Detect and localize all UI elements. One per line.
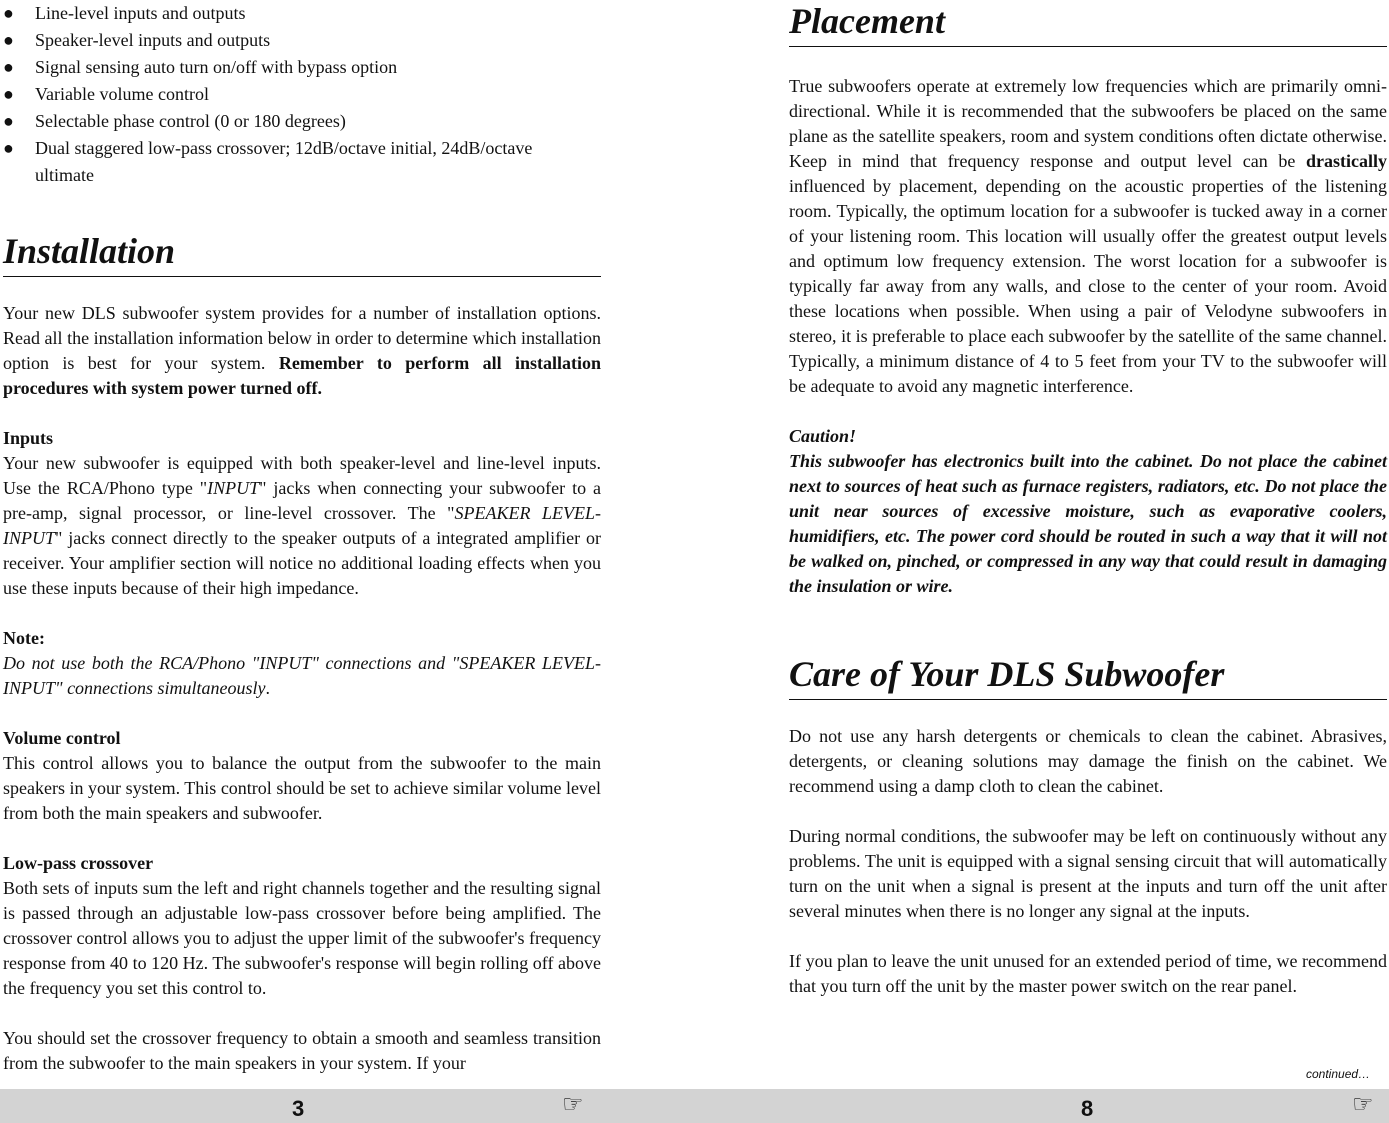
note-title: Note: bbox=[3, 628, 45, 648]
care-text-3: If you plan to leave the unit unused for an extended period of time, we recommend that you turn off the unit by the master power switch on the rear panel. bbox=[789, 951, 1387, 996]
bullet-icon: ● bbox=[3, 57, 14, 77]
bullet-icon: ● bbox=[3, 84, 14, 104]
installation-intro: Your new DLS subwoofer system provides for a number of installation options. Read all the installation information below in order to determine which installation option is best for your system. Remember to perform all installation procedures with system power turned off. bbox=[3, 303, 601, 398]
right-page bbox=[789, 0, 1387, 999]
placement-text: True subwoofers operate at extremely low frequencies which are primarily omni-directional. While it is recommended that the subwoofers be placed on the same plane as the satellite speakers, room and system conditions often dictate otherwise. Keep in mind that frequency response and output level can be drastically influenced by placement, depending on the acoustic properties of the listening room. Typically, the optimum location for a subwoofer is tucked away in a corner of your listening room. This location will usually offer the greatest output levels and optimum low frequency extension. The worst location for a subwoofer is typically far away from any walls, and close to the center of your room. Avoid these locations when possible. When using a pair of Velodyne subwoofers in stereo, it is preferable to place each subwoofer by the satellite of the same channel. Typically, a minimum distance of 4 to 5 feet from your TV to the subwoofer will be adequate to avoid any magnetic interference. bbox=[789, 76, 1387, 396]
crossover-title: Low-pass crossover bbox=[3, 853, 154, 873]
crossover-text: Both sets of inputs sum the left and right channels together and the resulting signal is passed through an adjustable low-pass crossover before being amplified. The crossover control allows you to adjust the upper limit of the subwoofer's frequency response from 40 to 120 Hz. The subwoofer's response will begin rolling off above the frequency you set this control to. bbox=[3, 878, 601, 998]
bullet-icon: ● bbox=[3, 3, 14, 23]
pointing-hand-icon: ☞ bbox=[562, 1090, 584, 1118]
care-text-1: Do not use any harsh detergents or chemicals to clean the cabinet. Abrasives, detergents, or cleaning solutions may damage the finish on the cabinet. We recommend using a damp cloth to clean the cabinet. bbox=[789, 726, 1387, 796]
bullet-icon: ● bbox=[3, 30, 14, 50]
page-number-right: 8 bbox=[1081, 1096, 1094, 1121]
pointing-hand-icon: ☞ bbox=[1352, 1090, 1374, 1118]
left-page bbox=[3, 0, 601, 1076]
caution-text: This subwoofer has electronics built into the cabinet. Do not place the cabinet next to sources of heat such as furnace registers, radiators, etc. Do not place the unit near sources of excessive moisture, such as evaporative coolers, humidifiers, etc. The power cord should be routed in such a way that it will not be walked on, pinched, or compressed in any way that could result in damaging the insulation or wire. bbox=[789, 451, 1387, 596]
list-item: ● Variable volume control bbox=[3, 81, 601, 108]
feature-list bbox=[3, 0, 601, 189]
note-text: Do not use both the RCA/Phono "INPUT" connections and "SPEAKER LEVEL-INPUT" connections simultaneously. bbox=[3, 653, 601, 698]
care-text-2: During normal conditions, the subwoofer may be left on continuously without any problems. The unit is equipped with a signal sensing circuit that will automatically turn on the unit when a signal is present at the inputs and turn off the unit after several minutes when there is no longer any signal at the inputs. bbox=[789, 826, 1387, 921]
list-item: ● Line-level inputs and outputs bbox=[3, 0, 601, 27]
installation-heading: Installation bbox=[3, 230, 601, 277]
placement-heading: Placement bbox=[789, 0, 1387, 47]
inputs-title: Inputs bbox=[3, 428, 54, 448]
list-item: ● Selectable phase control (0 or 180 degrees) bbox=[3, 108, 601, 135]
volume-title: Volume control bbox=[3, 728, 121, 748]
footer-bar bbox=[0, 1089, 1389, 1123]
page-number-left: 3 bbox=[292, 1096, 305, 1121]
list-item: ● Dual staggered low-pass crossover; 12dB/octave initial, 24dB/octave ultimate bbox=[3, 135, 601, 189]
volume-text: This control allows you to balance the output from the subwoofer to the main speakers in your system. This control should be set to achieve similar volume level from both the main speakers and subwoofer. bbox=[3, 753, 601, 823]
bullet-icon: ● bbox=[3, 138, 14, 158]
care-heading: Care of Your DLS Subwoofer bbox=[789, 653, 1387, 700]
caution-title: Caution! bbox=[789, 426, 857, 446]
list-item: ● Speaker-level inputs and outputs bbox=[3, 27, 601, 54]
continued-note: continued… bbox=[1306, 1067, 1371, 1081]
list-item: ● Signal sensing auto turn on/off with bypass option bbox=[3, 54, 601, 81]
bullet-icon: ● bbox=[3, 111, 14, 131]
crossover-text-2: You should set the crossover frequency to obtain a smooth and seamless transition from the subwoofer to the main speakers in your system. If your bbox=[3, 1028, 601, 1073]
inputs-text: Your new subwoofer is equipped with both speaker-level and line-level inputs. Use the RCA/Phono type "INPUT" jacks when connecting your subwoofer to a pre-amp, signal processor, or line-level crossover. The "SPEAKER LEVEL-INPUT" jacks connect directly to the speaker outputs of a integrated amplifier or receiver. Your amplifier section will notice no additional loading effects when you use these inputs because of their high impedance. bbox=[3, 453, 602, 598]
